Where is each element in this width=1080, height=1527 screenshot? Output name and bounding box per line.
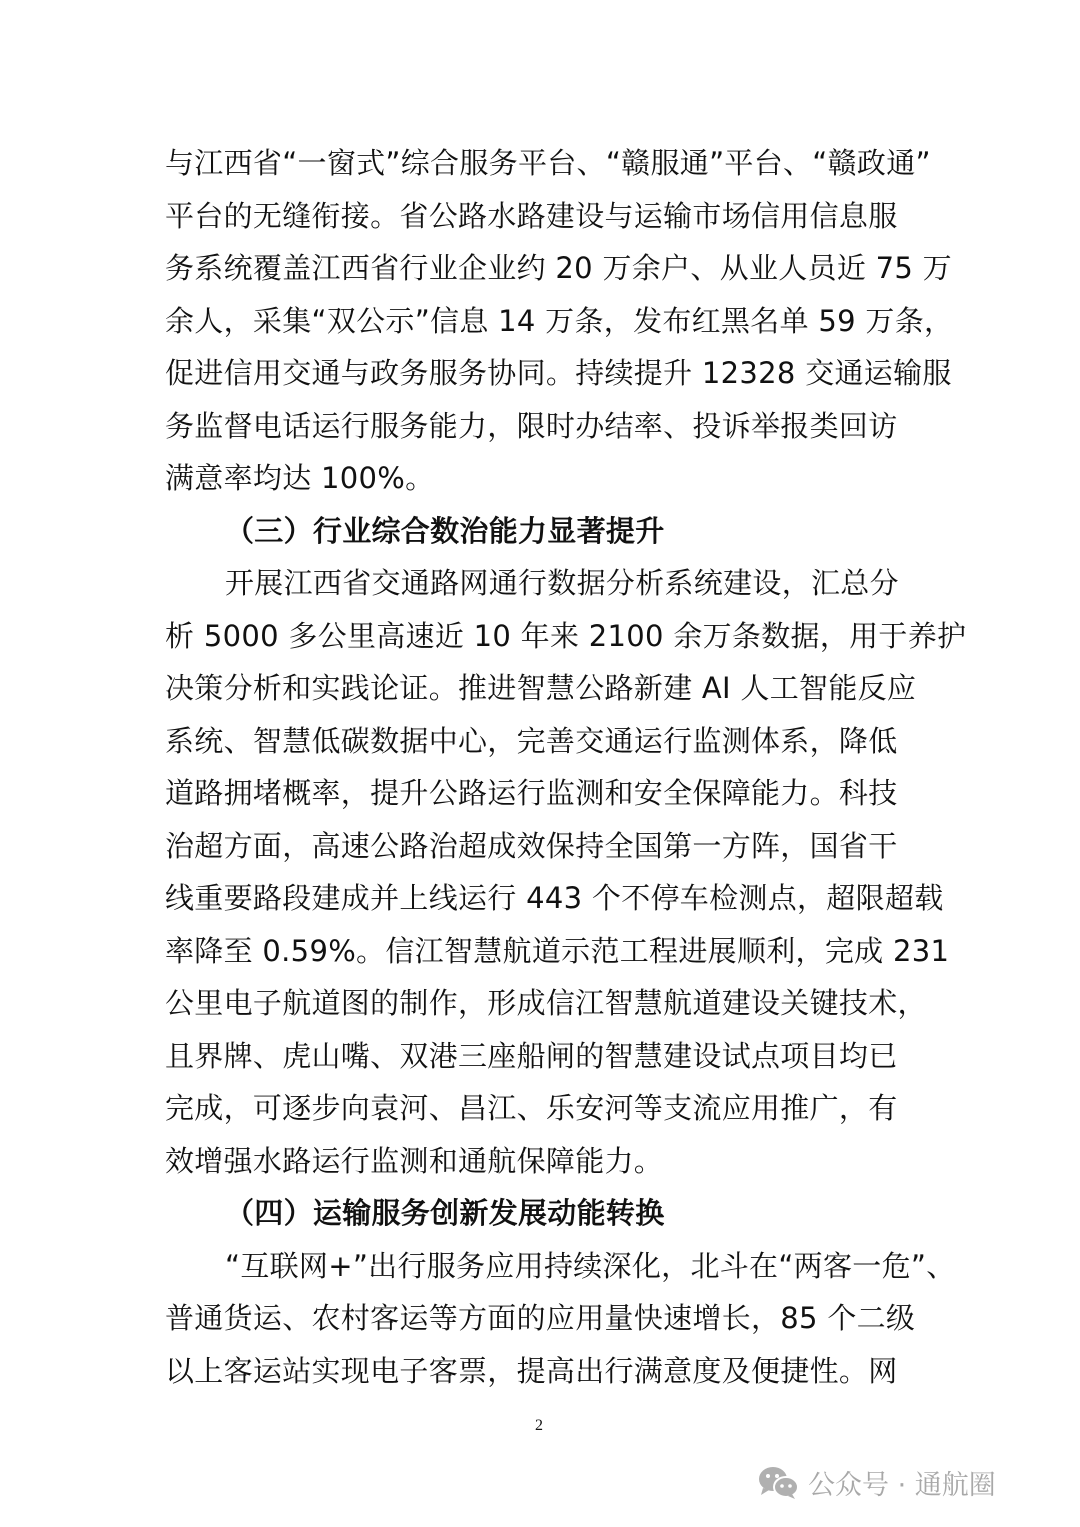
text-line: 以上客运站实现电子客票，提高出行满意度及便捷性。网 [165, 1353, 898, 1388]
text-line: 决策分析和实践论证。推进智慧公路新建 AI 人工智能反应 [165, 671, 917, 705]
text-line: 促进信用交通与政务服务协同。持续提升 12328 交通运输服 [165, 356, 952, 390]
watermark [758, 1463, 996, 1502]
text-line: 普通货运、农村客运等方面的应用量快速增长，85 个二级 [165, 1301, 916, 1335]
text-line: 且界牌、虎山嘴、双港三座船闸的智慧建设试点项目均已 [165, 1038, 898, 1073]
text-line: 析 5000 多公里高速近 10 年来 2100 余万条数据，用于养护 [165, 618, 967, 653]
text-line: 效增强水路运行监测和通航保障能力。 [165, 1143, 664, 1178]
section-heading: （三）行业综合数治能力显著提升 [225, 513, 665, 548]
text-line: 率降至 0.59%。信江智慧航道示范工程进展顺利，完成 231 [165, 933, 950, 968]
text-line: “互联网+”出行服务应用持续深化，北斗在“两客一危”、 [225, 1248, 956, 1283]
section-heading: （四）运输服务创新发展动能转换 [225, 1196, 665, 1230]
text-line: 线重要路段建成并上线运行 443 个不停车检测点，超限超载 [165, 881, 944, 915]
text-line: 务系统覆盖江西省行业企业约 20 万余户、从业人员近 75 万 [165, 251, 952, 285]
text-line: 开展江西省交通路网通行数据分析系统建设，汇总分 [225, 566, 899, 600]
text-line: 道路拥堵概率，提升公路运行监测和安全保障能力。科技 [165, 776, 898, 810]
page-number: 2 [535, 1417, 543, 1434]
text-line: 务监督电话运行服务能力，限时办结率、投诉举报类回访 [165, 408, 898, 443]
text-line: 余人，采集“双公示”信息 14 万条，发布红黑名单 59 万条， [165, 303, 954, 338]
text-line: 完成，可逐步向袁河、昌江、乐安河等支流应用推广，有 [165, 1091, 898, 1125]
text-line: 平台的无缝衔接。省公路水路建设与运输市场信用信息服 [165, 198, 898, 233]
text-line: 系统、智慧低碳数据中心，完善交通运行监测体系，降低 [165, 723, 898, 758]
document-body [165, 137, 967, 1397]
text-line: 治超方面，高速公路治超成效保持全国第一方阵，国省干 [165, 828, 898, 863]
watermark-text: 公众号 · 通航圈 [808, 1470, 996, 1501]
text-line: 满意率均达 100%。 [165, 461, 435, 495]
text-line: 公里电子航道图的制作，形成信江智慧航道建设关键技术， [165, 986, 927, 1020]
wechat-icon [758, 1466, 800, 1500]
text-line: 与江西省“一窗式”综合服务平台、“赣服通”平台、“赣政通” [165, 146, 931, 180]
